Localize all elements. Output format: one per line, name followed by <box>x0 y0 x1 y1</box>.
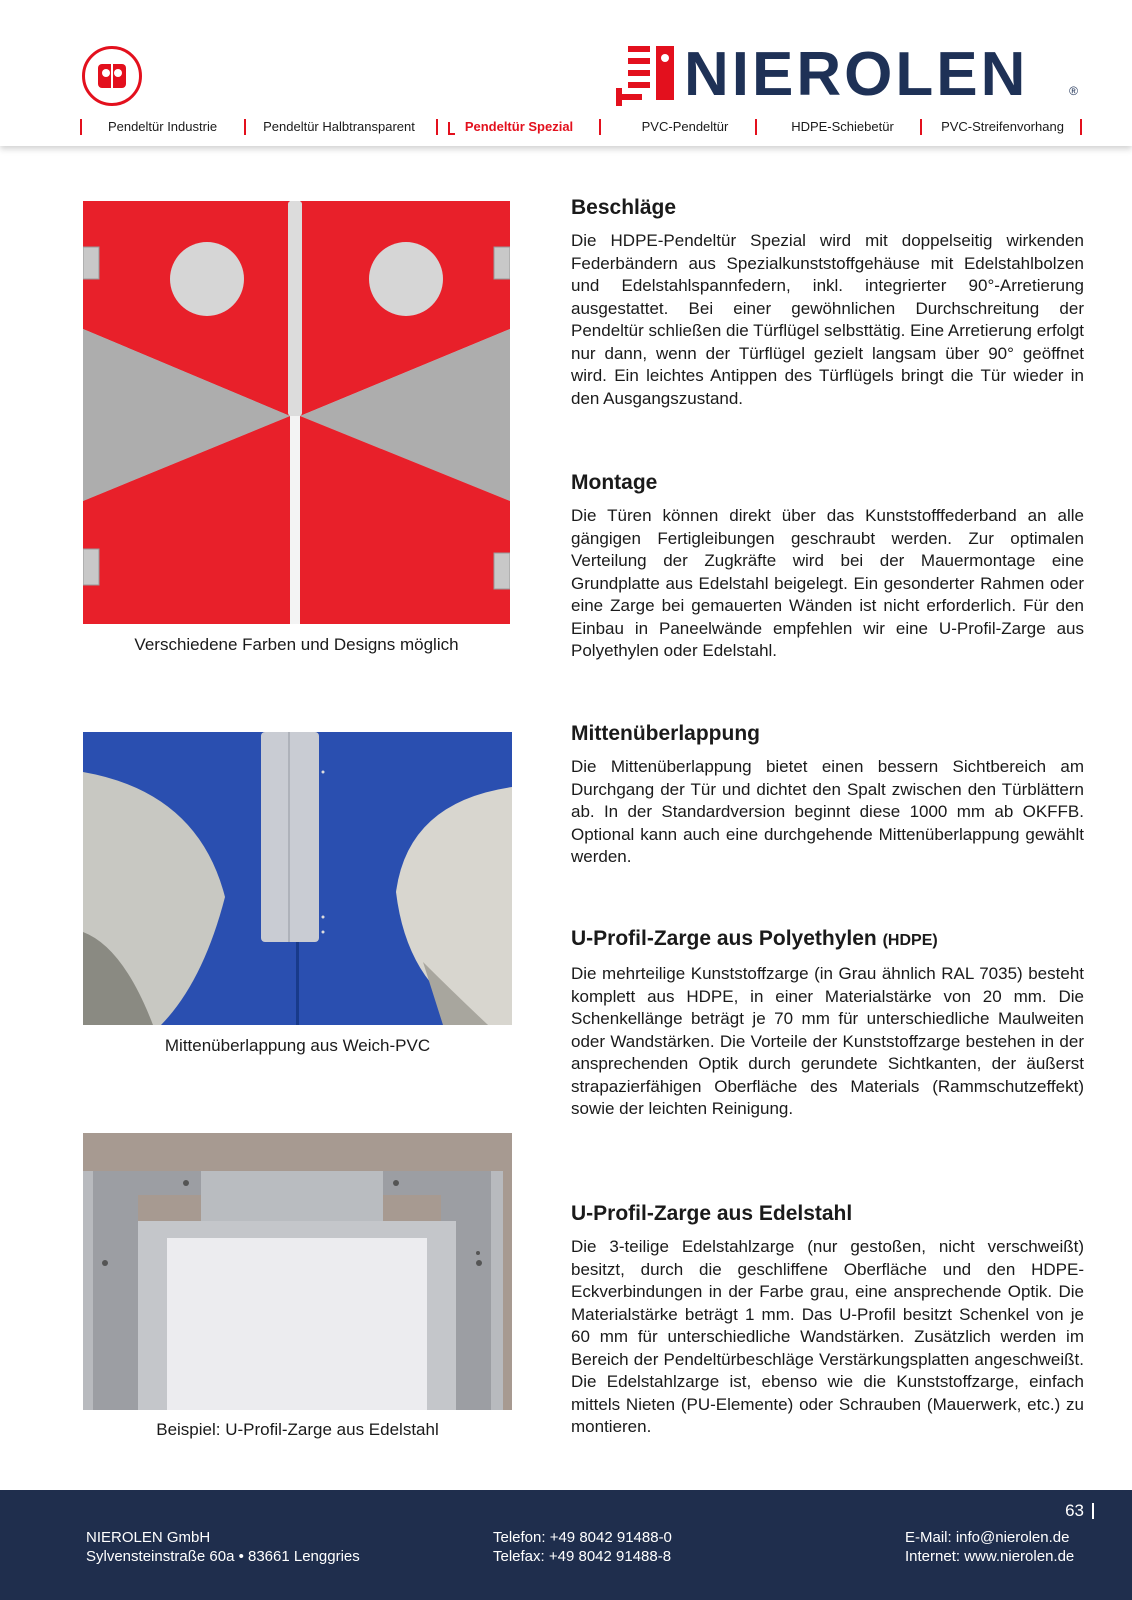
nav-item-pendeltuer-industrie[interactable]: Pendeltür Industrie <box>107 119 218 134</box>
active-marker-icon <box>448 122 455 135</box>
nav-separator <box>755 119 757 135</box>
section-text: Die Türen können direkt über das Kunststofffederband an alle gängigen Fertigleibungen geschraubt werden. Zur optimalen Verteilung der Zugkräfte wird bei der Mauermontage eine Grundplatte aus Edelstahl beigelegt. Ein gesonderter Rahmen oder eine Zarge bei gemauerten Wänden ist nicht erforderlich. Für den Einbau in Paneelwände empfehlen wir eine U-Profil-Zarge aus Polyethylen oder Edelstahl. <box>571 506 1084 660</box>
section-u-profil-polyethylen <box>571 925 1084 1121</box>
footer-email[interactable]: E-Mail: info@nierolen.de <box>905 1529 1070 1546</box>
section-mittenueberlappung <box>571 720 1084 869</box>
footer-address: Sylvensteinstraße 60a • 83661 Lenggries <box>86 1548 360 1565</box>
nav-item-pvc-streifenvorhang[interactable]: PVC-Streifenvorhang <box>941 119 1064 134</box>
nav-item-pendeltuer-halbtransparent[interactable]: Pendeltür Halbtransparent <box>263 119 415 134</box>
figure-caption: Verschiedene Farben und Designs möglich <box>134 635 459 654</box>
nav-item-label: Pendeltür Spezial <box>464 119 574 134</box>
red-swing-door-image <box>83 201 510 624</box>
blue-door-overlap-image <box>83 732 512 1025</box>
logo-mark-icon <box>616 46 678 106</box>
page-footer <box>0 1490 1132 1600</box>
footer-fax: Telefax: +49 8042 91488-8 <box>493 1548 672 1565</box>
nav-item-pendeltuer-spezial[interactable] <box>454 117 584 137</box>
logo-wordmark: NIEROLEN <box>684 40 1029 109</box>
figure-caption: Beispiel: U-Profil-Zarge aus Edelstahl <box>156 1420 439 1439</box>
footer-contact-block <box>905 1528 1074 1566</box>
page-number: 63 <box>1065 1501 1084 1520</box>
nav-separator <box>80 119 82 135</box>
section-u-profil-edelstahl <box>571 1200 1084 1439</box>
section-title: U-Profil-Zarge aus Edelstahl <box>571 1202 853 1225</box>
section-title <box>571 925 1084 955</box>
page-header <box>0 0 1132 146</box>
section-title-suffix: (HDPE) <box>882 932 938 949</box>
door-category-icon <box>82 46 142 106</box>
nav-item-pvc-pendeltuer[interactable]: PVC-Pendeltür <box>641 119 729 134</box>
nav-separator <box>1080 119 1082 135</box>
category-nav <box>80 117 1086 137</box>
footer-company: NIEROLEN GmbH <box>86 1529 211 1546</box>
section-beschlaege <box>571 194 1084 410</box>
footer-phone[interactable]: Telefon: +49 8042 91488-0 <box>493 1529 672 1546</box>
nav-separator <box>920 119 922 135</box>
registered-mark: ® <box>1069 84 1078 98</box>
nav-item-hdpe-schiebetuer[interactable]: HDPE-Schiebetür <box>791 119 894 134</box>
section-title: Beschläge <box>571 196 677 219</box>
section-text: Die HDPE-Pendeltür Spezial wird mit doppelseitig wirkenden Federbändern aus Spezialkunststoffgehäuse mit Edelstahlbolzen und Edelstahlspannfedern, inkl. integrierter 90°-Arretierung ausgestattet. Bei einer gewöhnlichen Durchschreitung der Pendeltür schließen die Türflügel selbsttätig. Eine Arretierung erfolgt nur dann, wenn der Türflügel gezielt langsam über 90° geöffnet wird. Ein leichtes Antippen des Türflügels bringt die Tür wieder in den Ausgangszustand. <box>571 231 1084 408</box>
nav-separator <box>436 119 438 135</box>
section-title: Mittenüberlappung <box>571 722 760 745</box>
figure-caption: Mittenüberlappung aus Weich-PVC <box>164 1036 431 1055</box>
section-text: Die Mittenüberlappung bietet einen bessern Sichtbereich am Durchgang der Tür und dichtet den Spalt zwischen den Türblättern ab. In der Standardversion beginnt diese 1000 mm ab OKFFB. Optional kann auch eine durchgehende Mittenüberlappung gewählt werden. <box>571 757 1084 866</box>
footer-company-block <box>86 1528 360 1566</box>
footer-phone-block <box>493 1528 672 1566</box>
nav-separator <box>599 119 601 135</box>
section-text: Die 3-teilige Edelstahlzarge (nur gestoßen, nicht verschweißt) besitzt, durch die geschliffene Oberfläche und den HDPE-Eckverbindungen in der Farbe grau, eine ansprechende Optik. Die Materialstärke beträgt 1 mm. Das U-Profil besitzt Schenkel von je 60 mm für unterschiedliche Wandstärken. Zusätzlich werden im Bereich der Pendeltürbeschläge Verstärkungsplatten angeschweißt. Die Edelstahlzarge ist, ebenso wie die Kunststoffzarge, einfach mittels Nieten (PU-Elemente) oder Schrauben (Mauerwerk, etc.) zu montieren. <box>571 1237 1084 1436</box>
stainless-frame-image <box>83 1133 512 1410</box>
section-text: Die mehrteilige Kunststoffzarge (in Grau ähnlich RAL 7035) besteht komplett aus HDPE, in einer Materialstärke von 20 mm. Die Schenkellänge beträgt je 70 mm für unterschiedliche Maulweiten oder Wandstärken. Die Vorteile der Kunststoffzarge bestehen in der ansprechenden Optik durch gerundete Sichtkanten, der äußerst strapazierfähigen Oberfläche des Materials (Rammschutzeffekt) sowie der leichten Reinigung. <box>571 964 1084 1118</box>
section-title-text: U-Profil-Zarge aus Polyethylen <box>571 927 877 950</box>
section-title: Montage <box>571 471 658 494</box>
nav-separator <box>244 119 246 135</box>
section-montage <box>571 469 1084 663</box>
nierolen-logo[interactable] <box>616 40 1078 110</box>
footer-web[interactable]: Internet: www.nierolen.de <box>905 1548 1075 1565</box>
